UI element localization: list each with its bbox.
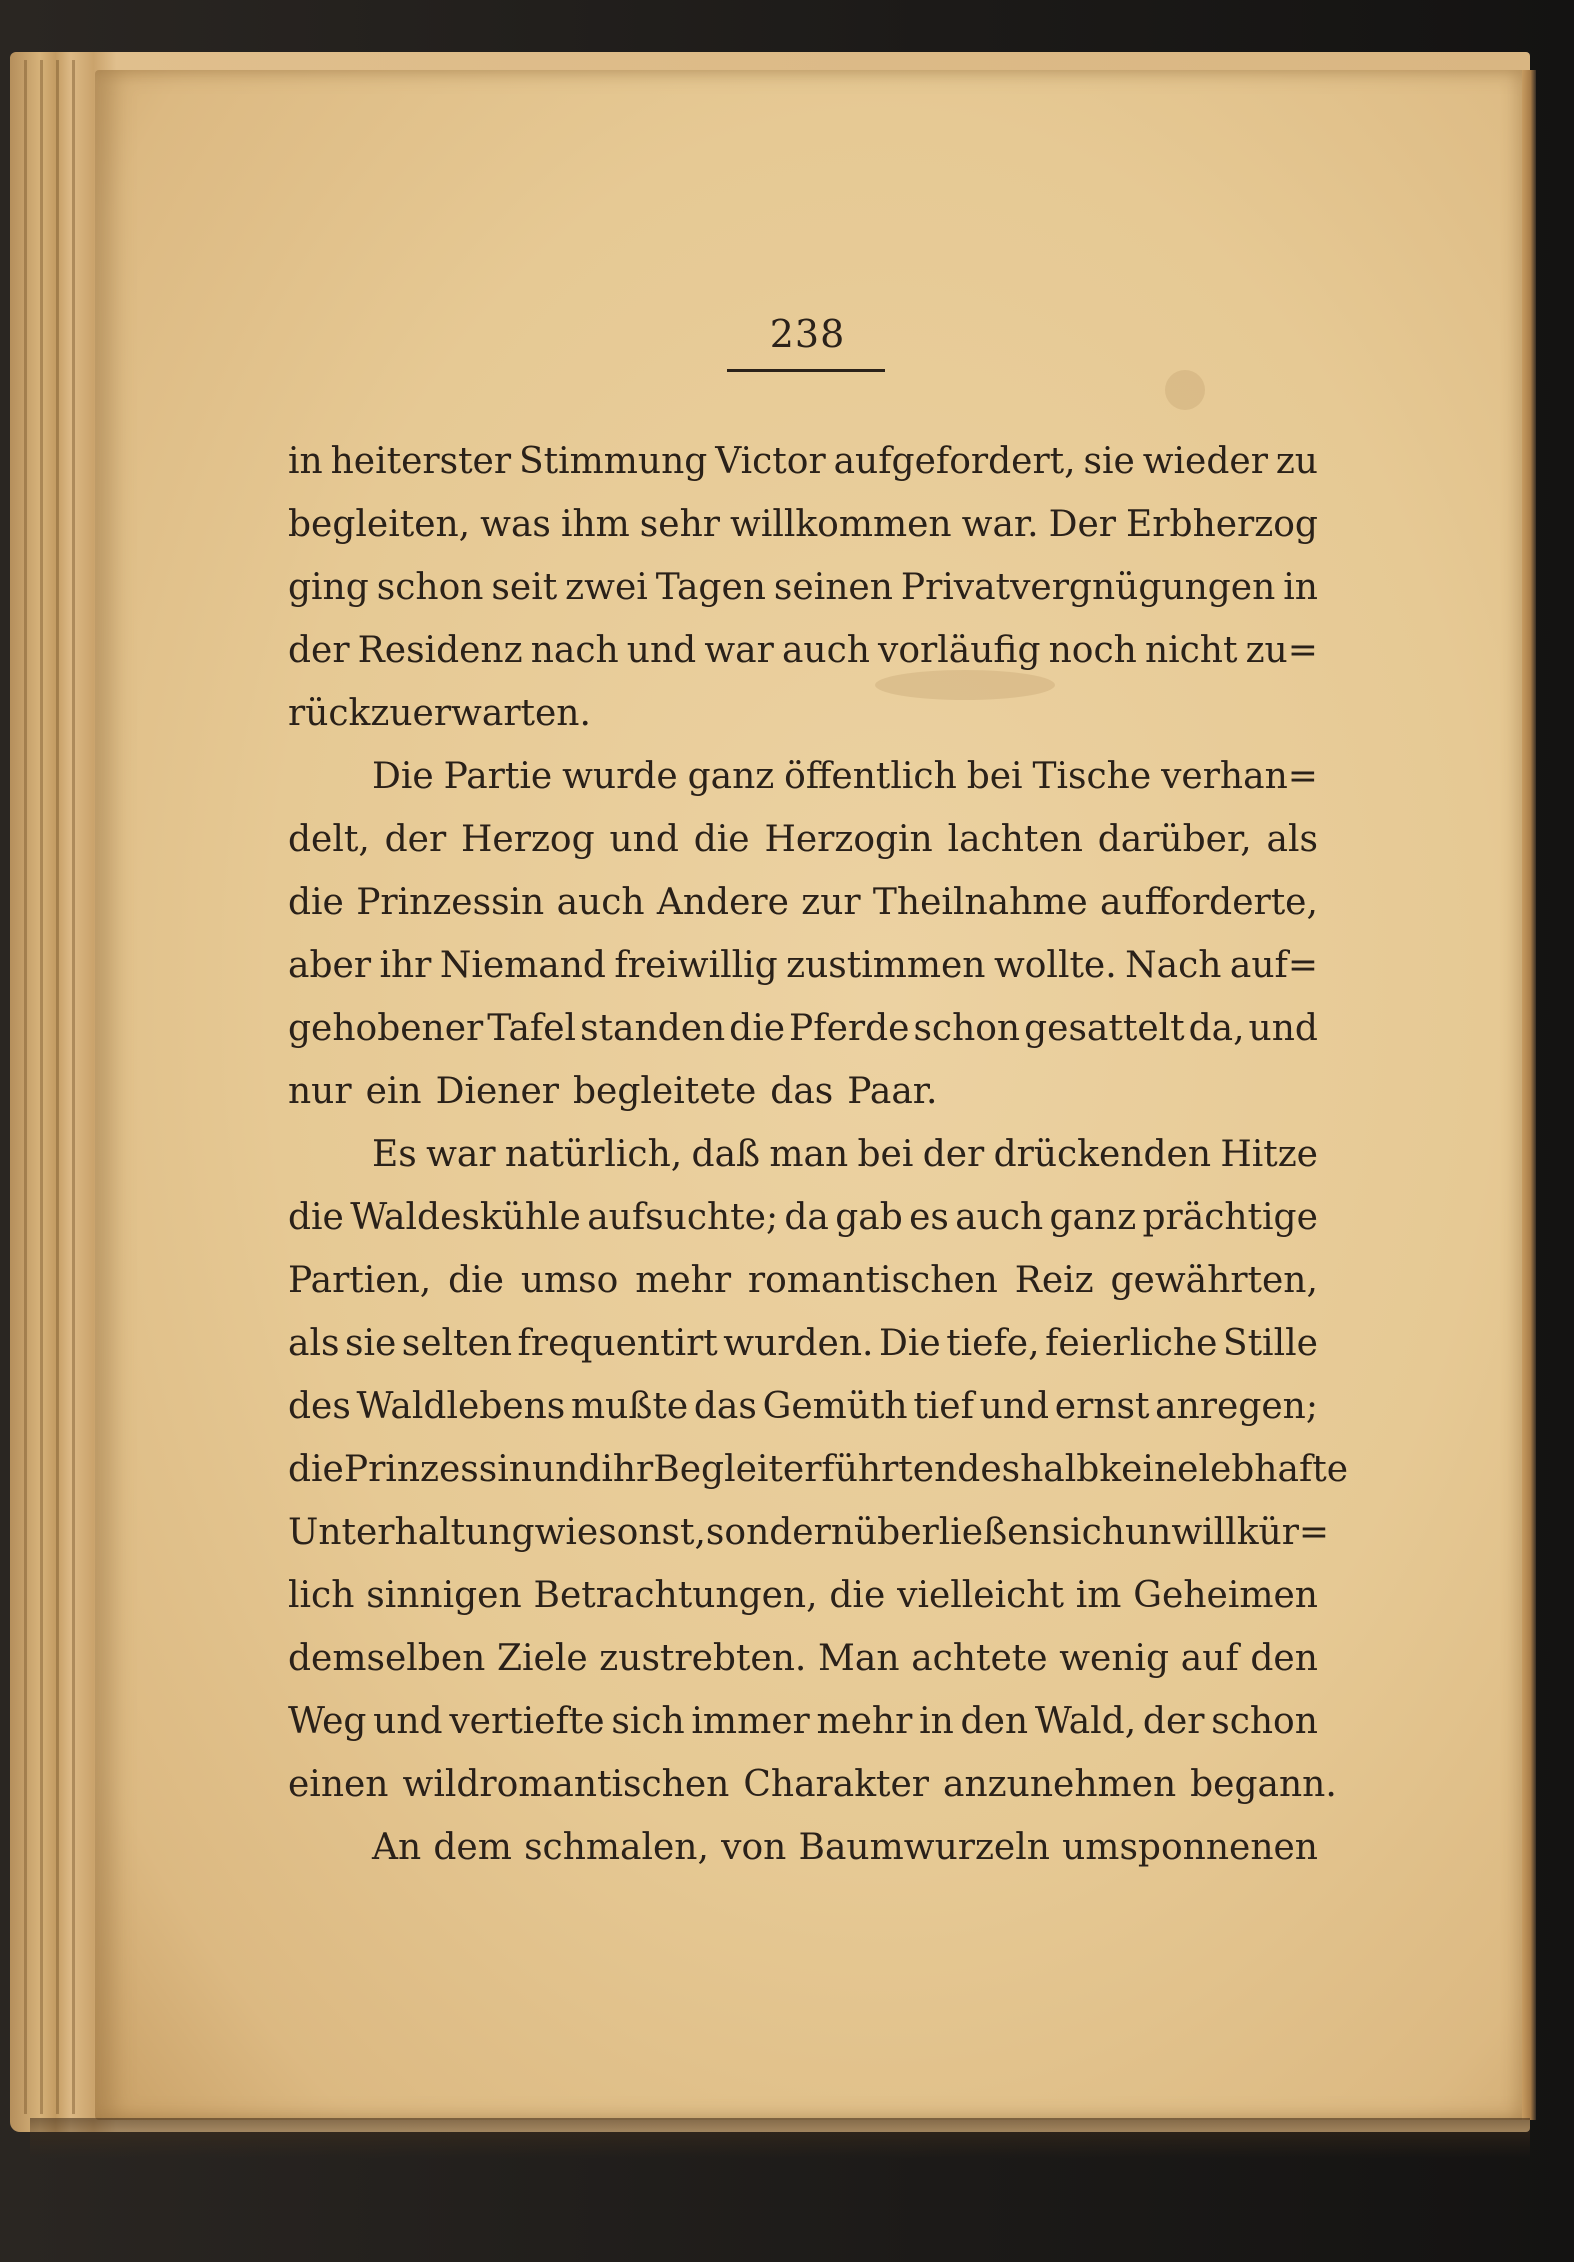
text-line: [288, 871, 1318, 934]
word: demselben: [288, 1638, 486, 1679]
word: gehobener: [288, 1008, 484, 1049]
word: ihr: [379, 945, 432, 986]
word: wie: [534, 1512, 599, 1553]
word: da: [784, 1197, 829, 1238]
word: willkommen: [730, 504, 952, 545]
word: Wald,: [1034, 1701, 1137, 1742]
text-line: [288, 682, 1318, 745]
text-line: [288, 1816, 1318, 1879]
word: war.: [961, 504, 1039, 545]
word: lachten: [947, 819, 1083, 860]
word: daß: [691, 1134, 761, 1175]
page-edge: [24, 60, 27, 2114]
page-edge: [40, 60, 43, 2114]
word: aufsuchte;: [587, 1197, 779, 1238]
word: vielleicht: [897, 1575, 1064, 1616]
word: Stille: [1222, 1323, 1318, 1364]
word: es: [909, 1197, 949, 1238]
word: schon: [1211, 1701, 1318, 1742]
word: Victor: [715, 441, 826, 482]
word: als: [1266, 819, 1318, 860]
word: und: [373, 1701, 443, 1742]
text-line: [288, 1753, 1337, 1816]
word: Pferde: [789, 1008, 910, 1049]
word: die: [288, 1449, 344, 1490]
word: Herzog: [461, 819, 595, 860]
page-edge: [56, 60, 59, 2114]
word: selten: [401, 1323, 513, 1364]
word: aufgefordert,: [833, 441, 1076, 482]
word: Charakter: [743, 1764, 930, 1805]
text-line: [288, 1375, 1318, 1438]
word: und: [979, 1386, 1050, 1427]
word: die: [829, 1575, 886, 1616]
word: die: [288, 882, 344, 923]
page-number: 238: [769, 312, 846, 356]
word: deshalb: [957, 1449, 1100, 1490]
word: Die: [372, 756, 434, 797]
word: natürlich,: [504, 1134, 683, 1175]
word: Es: [372, 1134, 417, 1175]
text-line: [288, 1249, 1318, 1312]
word: auf=: [1229, 945, 1318, 986]
word: keine: [1099, 1449, 1199, 1490]
word: seit: [491, 567, 558, 608]
word: anzunehmen: [943, 1764, 1177, 1805]
word: in: [288, 441, 323, 482]
word: der: [1142, 1701, 1205, 1742]
word: Privatvergnügungen: [900, 567, 1276, 608]
word: bei: [966, 756, 1023, 797]
word: Theilnahme: [872, 882, 1088, 923]
word: wollte.: [993, 945, 1117, 986]
word: achtete: [911, 1638, 1048, 1679]
word: Unterhaltung: [288, 1512, 535, 1553]
word: die: [288, 1197, 344, 1238]
word: Reiz: [1014, 1260, 1094, 1301]
word: war: [704, 630, 774, 671]
word: zustrebten.: [599, 1638, 807, 1679]
word: vorläufig: [878, 630, 1041, 671]
word: begann.: [1190, 1764, 1337, 1805]
word: mehr: [635, 1260, 732, 1301]
text-line: [288, 1627, 1318, 1690]
word: den: [960, 1701, 1029, 1742]
word: Weg: [288, 1701, 367, 1742]
word: begleiten,: [288, 504, 471, 545]
word: wurden.: [723, 1323, 874, 1364]
text-line: [288, 745, 1318, 808]
word: Tagen: [655, 567, 766, 608]
word: Nach: [1125, 945, 1222, 986]
text-line: [288, 1312, 1318, 1375]
word: mehr: [816, 1701, 913, 1742]
word: und: [1248, 1008, 1318, 1049]
word: man: [769, 1134, 849, 1175]
page-edge: [72, 60, 75, 2114]
word: verhan=: [1161, 756, 1318, 797]
word: zur: [801, 882, 861, 923]
word: aufforderte,: [1100, 882, 1318, 923]
word: ganz: [687, 756, 775, 797]
word: zustimmen: [786, 945, 986, 986]
word: Paar.: [847, 1071, 938, 1112]
word: der: [384, 819, 447, 860]
word: in: [1283, 567, 1318, 608]
word: der: [922, 1134, 985, 1175]
word: unwillkür=: [1124, 1512, 1330, 1553]
word: zu: [1275, 441, 1318, 482]
word: schmalen,: [524, 1827, 709, 1868]
word: Die: [878, 1323, 941, 1364]
word: was: [480, 504, 551, 545]
text-line: [288, 934, 1318, 997]
word: bei: [857, 1134, 914, 1175]
word: nicht: [1144, 630, 1238, 671]
word: die: [729, 1008, 786, 1049]
word: wurde: [562, 756, 678, 797]
word: zwei: [565, 567, 648, 608]
word: umsponnenen: [1062, 1827, 1318, 1868]
word: sondern: [705, 1512, 854, 1553]
word: Geheimen: [1133, 1575, 1318, 1616]
word: anregen;: [1155, 1386, 1318, 1427]
word: seinen: [773, 567, 893, 608]
word: ein: [365, 1071, 422, 1112]
word: sehr: [639, 504, 720, 545]
word: umso: [520, 1260, 619, 1301]
word: Waldeskühle: [350, 1197, 581, 1238]
word: im: [1075, 1575, 1122, 1616]
word: zu=: [1245, 630, 1318, 671]
word: war: [426, 1134, 496, 1175]
word: feierliche: [1045, 1323, 1218, 1364]
word: auch: [781, 630, 870, 671]
text-line: [288, 1123, 1318, 1186]
word: öffentlich: [784, 756, 957, 797]
word: drückenden: [993, 1134, 1212, 1175]
word: vertiefte: [449, 1701, 605, 1742]
word: sinnigen: [366, 1575, 522, 1616]
word: ganz: [1049, 1197, 1137, 1238]
word: Begleiter: [653, 1449, 822, 1490]
text-line: [288, 1501, 1330, 1564]
word: den: [1250, 1638, 1318, 1679]
word: Ziele: [496, 1638, 588, 1679]
paper-stain: [1165, 370, 1205, 410]
word: Herzogin: [764, 819, 933, 860]
word: Betrachtungen,: [533, 1575, 818, 1616]
word: mußte: [571, 1386, 689, 1427]
word: Partien,: [288, 1260, 432, 1301]
word: Gemüth: [762, 1386, 908, 1427]
word: von: [721, 1827, 787, 1868]
word: Hitze: [1220, 1134, 1318, 1175]
word: sie: [344, 1323, 397, 1364]
word: Prinzessin: [356, 882, 545, 923]
word: da,: [1188, 1008, 1245, 1049]
word: darüber,: [1097, 819, 1252, 860]
text-line: [288, 556, 1318, 619]
word: Residenz: [357, 630, 523, 671]
text-line: [288, 808, 1318, 871]
text-line: [288, 430, 1318, 493]
word: An: [372, 1827, 422, 1868]
word: ihm: [560, 504, 630, 545]
word: dem: [433, 1827, 512, 1868]
word: und: [609, 819, 679, 860]
word: nur: [288, 1071, 352, 1112]
word: wenig: [1059, 1638, 1170, 1679]
word: lebhafte: [1198, 1449, 1349, 1490]
word: gewährten,: [1110, 1260, 1318, 1301]
word: auch: [955, 1197, 1044, 1238]
text-line: [288, 1060, 1318, 1123]
word: Partie: [443, 756, 553, 797]
word: delt,: [288, 819, 370, 860]
word: Stimmung: [519, 441, 708, 482]
page-number-rule: [727, 369, 885, 372]
word: ernst: [1054, 1386, 1150, 1427]
word: Der: [1048, 504, 1117, 545]
word: und: [531, 1449, 602, 1490]
word: sich: [611, 1701, 685, 1742]
text-line: [288, 493, 1318, 556]
word: auf: [1180, 1638, 1239, 1679]
word: Niemand: [439, 945, 606, 986]
text-line: [288, 1690, 1318, 1753]
text-line: [288, 997, 1318, 1060]
word: Tische: [1032, 756, 1152, 797]
word: Erbherzog: [1126, 504, 1318, 545]
word: Diener: [435, 1071, 559, 1112]
word: ihr: [601, 1449, 654, 1490]
word: in: [919, 1701, 954, 1742]
word: sich: [1051, 1512, 1125, 1553]
word: sie: [1083, 441, 1135, 482]
word: auch: [556, 882, 645, 923]
page-bottom-shadow: [30, 2118, 1530, 2158]
word: die: [693, 819, 750, 860]
word: das: [770, 1071, 834, 1112]
word: prächtige: [1142, 1197, 1318, 1238]
word: immer: [691, 1701, 810, 1742]
word: tief: [913, 1386, 974, 1427]
word: heiterster: [330, 441, 512, 482]
text-line: [288, 619, 1318, 682]
word: standen: [580, 1008, 726, 1049]
word: gab: [835, 1197, 903, 1238]
word: führten: [821, 1449, 958, 1490]
word: tiefe,: [946, 1323, 1040, 1364]
word: Tafel: [487, 1008, 577, 1049]
word: Andere: [656, 882, 789, 923]
word: wildromantischen: [402, 1764, 730, 1805]
word: rückzuerwarten.: [288, 693, 591, 734]
word: überließen: [854, 1512, 1052, 1553]
word: wieder: [1142, 441, 1268, 482]
word: nach: [530, 630, 619, 671]
word: freiwillig: [614, 945, 778, 986]
word: romantischen: [747, 1260, 998, 1301]
text-line: [288, 1186, 1318, 1249]
word: Prinzessin: [343, 1449, 532, 1490]
word: gesattelt: [1024, 1008, 1185, 1049]
word: schon: [376, 567, 484, 608]
text-line: [288, 1438, 1349, 1501]
word: die: [448, 1260, 504, 1301]
word: und: [626, 630, 697, 671]
word: das: [693, 1386, 757, 1427]
word: einen: [288, 1764, 389, 1805]
word: des: [288, 1386, 351, 1427]
body-text: [288, 430, 1349, 1879]
text-line: [288, 1564, 1318, 1627]
word: Waldlebens: [356, 1386, 566, 1427]
page-right-edge: [1522, 70, 1536, 2120]
word: frequentirt: [517, 1323, 718, 1364]
word: lich: [288, 1575, 355, 1616]
word: begleitete: [573, 1071, 757, 1112]
word: aber: [288, 945, 372, 986]
word: schon: [913, 1008, 1021, 1049]
word: Man: [818, 1638, 900, 1679]
word: der: [288, 630, 350, 671]
word: als: [288, 1323, 340, 1364]
word: sonst,: [598, 1512, 706, 1553]
word: ging: [288, 567, 369, 608]
word: Baumwurzeln: [798, 1827, 1050, 1868]
word: noch: [1048, 630, 1137, 671]
